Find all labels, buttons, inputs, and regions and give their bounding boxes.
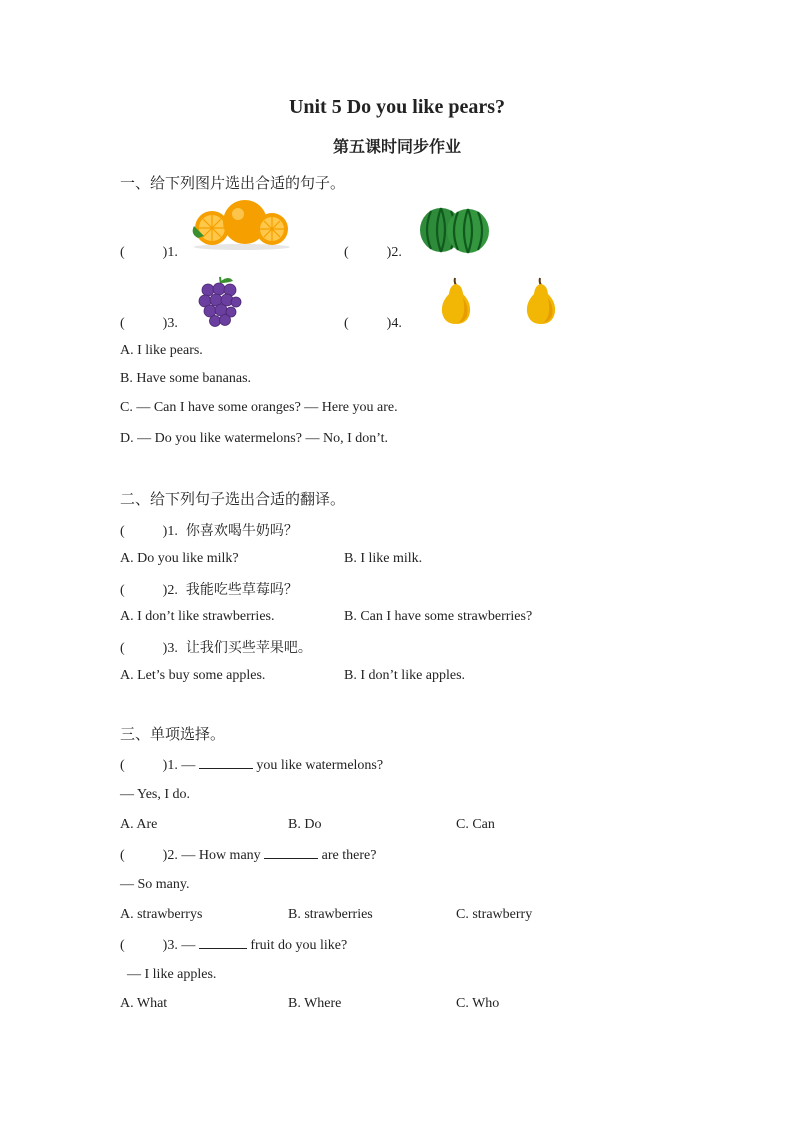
- section2-q1-option-a: A. Do you like milk?: [120, 551, 239, 566]
- bracket-open: (: [120, 583, 125, 598]
- chinese-sentence: 我能吃些草莓吗？: [185, 582, 298, 598]
- section2-q2-option-a: A. I don’t like strawberries.: [120, 609, 275, 624]
- bracket-open: (: [120, 316, 125, 331]
- chinese-sentence: 你喜欢喝牛奶吗？: [185, 523, 298, 539]
- question-number: )3.: [162, 641, 178, 656]
- bracket-open: (: [120, 641, 125, 656]
- section3-q3-option-a: A. What: [120, 996, 168, 1011]
- question-text: fruit do you like?: [250, 938, 348, 953]
- bracket-open: (: [344, 316, 349, 331]
- fill-blank: [199, 756, 253, 769]
- answer-bracket-4: [344, 316, 402, 332]
- pears-image: [437, 276, 565, 326]
- section3-q1-option-c: C. Can: [456, 817, 495, 832]
- question-number: )3. —: [162, 938, 196, 953]
- section3-q2-answer: — So many.: [120, 877, 190, 892]
- section3-q1-option-b: B. Do: [288, 817, 322, 832]
- section3-q3-option-b: B. Where: [288, 996, 342, 1011]
- section2-question-3: [120, 637, 312, 657]
- question-number: )4.: [386, 316, 402, 331]
- bracket-open: (: [120, 938, 125, 953]
- section2-question-1: [120, 520, 298, 540]
- section3-q2-option-a: A. strawberrys: [120, 907, 203, 922]
- page-title: Unit 5 Do you like pears?: [288, 96, 506, 118]
- section3-q2-option-b: B. strawberries: [288, 907, 373, 922]
- bracket-open: (: [120, 245, 125, 260]
- question-number: )2.: [386, 245, 402, 260]
- bracket-open: (: [120, 758, 125, 773]
- question-number: )1.: [162, 245, 178, 260]
- section3-q3-option-c: C. Who: [456, 996, 500, 1011]
- answer-bracket-2: [344, 245, 402, 261]
- section2-q1-option-b: B. I like milk.: [344, 551, 423, 566]
- section3-question-2: [120, 846, 376, 864]
- bracket-open: (: [344, 245, 349, 260]
- section1-option-a: A. I like pears.: [120, 343, 203, 358]
- question-text: are there?: [321, 848, 377, 863]
- oranges-image: [190, 198, 295, 250]
- section3-heading: 三、单项选择。: [120, 725, 226, 743]
- grapes-image: [199, 275, 241, 330]
- watermelons-image: [419, 205, 491, 255]
- section3-q1-option-a: A. Are: [120, 817, 158, 832]
- question-number: )2.: [162, 583, 178, 598]
- bracket-open: (: [120, 848, 125, 863]
- section3-q3-answer: — I like apples.: [127, 967, 217, 982]
- question-text: you like watermelons?: [256, 758, 384, 773]
- question-number: )1.: [162, 524, 178, 539]
- section2-question-2: [120, 579, 298, 599]
- section3-q1-answer: — Yes, I do.: [120, 787, 191, 802]
- fill-blank: [264, 846, 318, 859]
- section1-heading: 一、给下列图片选出合适的句子。: [120, 174, 346, 192]
- bracket-open: (: [120, 524, 125, 539]
- section2-q2-option-b: B. Can I have some strawberries?: [344, 609, 533, 624]
- page-subtitle: 第五课时同步作业: [332, 137, 461, 156]
- answer-bracket-3: [120, 316, 178, 332]
- question-number: )1. —: [162, 758, 196, 773]
- section2-q3-option-a: A. Let’s buy some apples.: [120, 668, 266, 683]
- section3-question-3: [120, 936, 347, 954]
- section1-option-c: C. — Can I have some oranges? — Here you are.: [120, 400, 398, 415]
- section3-question-1: [120, 756, 383, 774]
- chinese-sentence: 让我们买些苹果吧。: [185, 640, 312, 656]
- section3-q2-option-c: C. strawberry: [456, 907, 533, 922]
- section2-heading: 二、给下列句子选出合适的翻译。: [120, 490, 346, 508]
- fill-blank: [199, 936, 247, 949]
- question-number: )2. — How many: [162, 848, 261, 863]
- section2-q3-option-b: B. I don’t like apples.: [344, 668, 466, 683]
- answer-bracket-1: [120, 245, 178, 261]
- question-number: )3.: [162, 316, 178, 331]
- section1-option-b: B. Have some bananas.: [120, 371, 252, 386]
- section1-option-d: D. — Do you like watermelons? — No, I don’t.: [120, 431, 389, 446]
